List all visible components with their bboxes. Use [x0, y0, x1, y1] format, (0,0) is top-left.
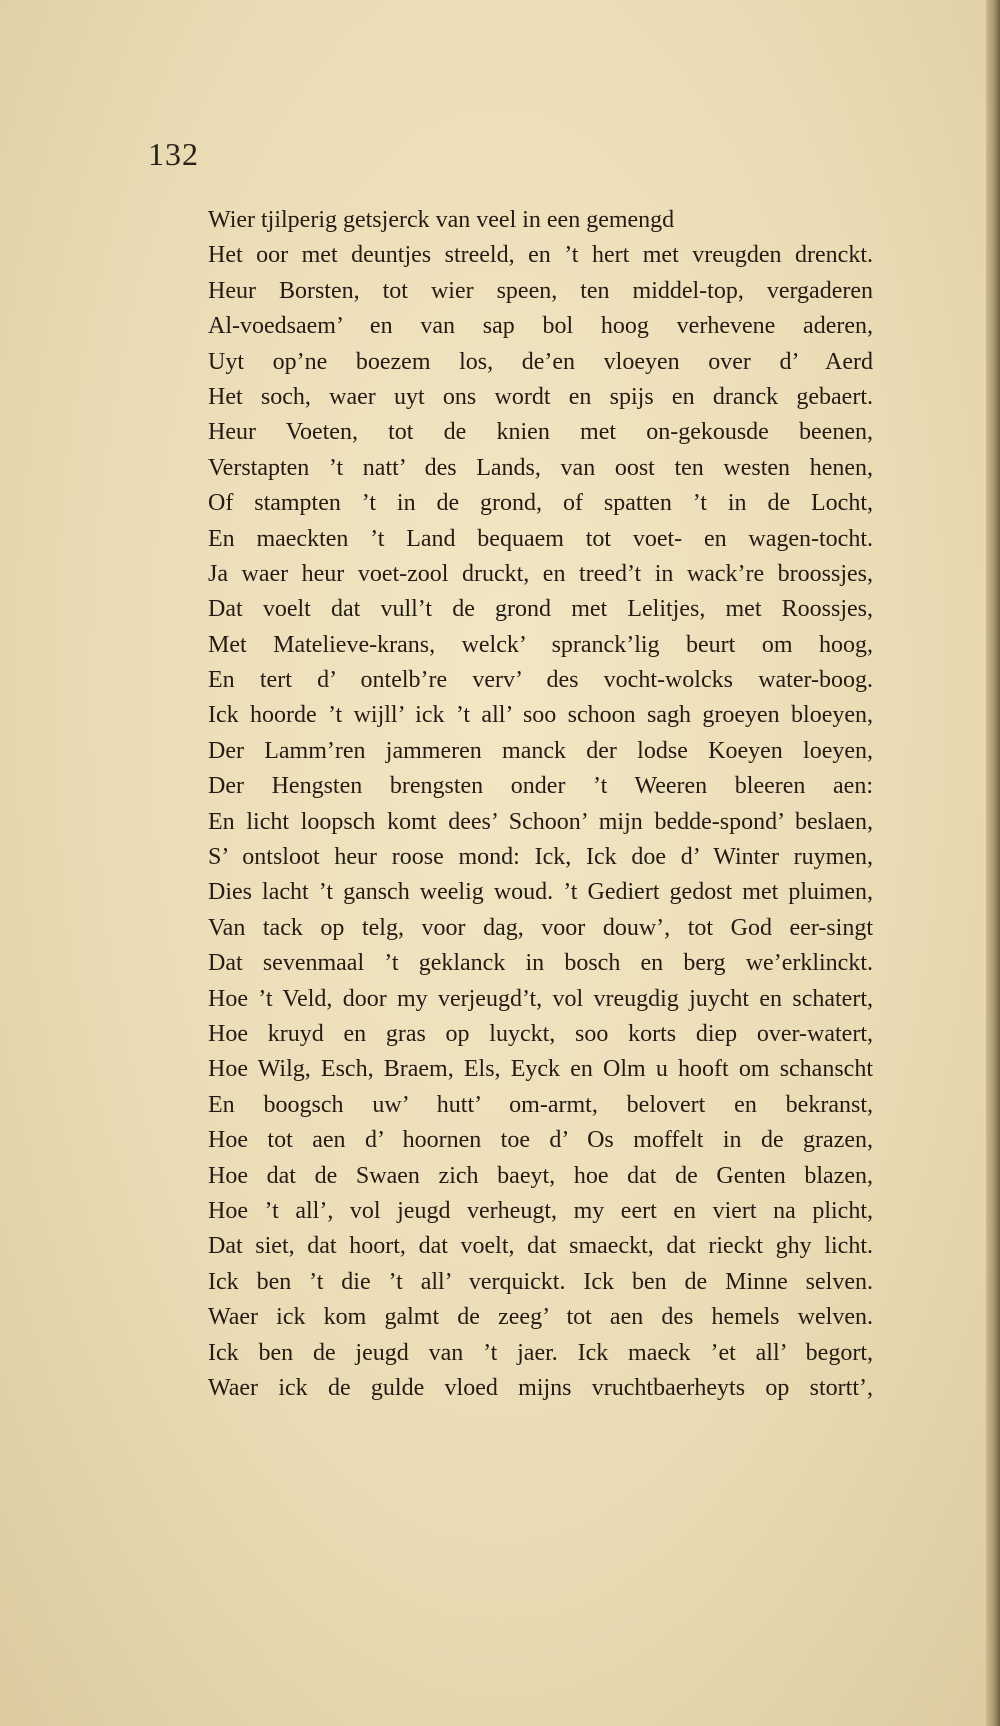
poem-line: Hoe tot aen d’ hoornen toe d’ Os moffelt in de grazen, — [208, 1127, 873, 1154]
poem-line: Dat siet, dat hoort, dat voelt, dat smaeckt, dat rieckt ghy licht. — [208, 1233, 873, 1260]
poem-line: Der Hengsten brengsten onder ’t Weeren bleeren aen: — [208, 773, 873, 800]
poem-line: Heur Borsten, tot wier speen, ten middel-top, vergaderen — [208, 277, 873, 304]
poem-line: Ick hoorde ’t wijll’ ick ’t all’ soo schoon sagh groeyen bloeyen, — [208, 702, 873, 729]
poem-line: Verstapten ’t natt’ des Lands, van oost ten westen henen, — [208, 454, 873, 481]
page-edge-shadow — [986, 0, 1000, 1726]
poem-line: Uyt op’ne boezem los, de’en vloeyen over d’ Aerd — [208, 348, 873, 375]
poem-line: Heur Voeten, tot de knien met on-gekousde beenen, — [208, 419, 873, 446]
poem-line: Of stampten ’t in de grond, of spatten ’t in de Locht, — [208, 490, 873, 517]
poem-line: S’ ontsloot heur roose mond: Ick, Ick doe d’ Winter ruymen, — [208, 844, 873, 871]
poem-line: Der Lamm’ren jammeren manck der lodse Koeyen loeyen, — [208, 737, 873, 764]
poem-line: Dat voelt dat vull’t de grond met Lelitjes, met Roossjes, — [208, 596, 873, 623]
poem-line: Van tack op telg, voor dag, voor douw’, tot God eer-singt — [208, 914, 873, 941]
poem-line: Al-voedsaem’ en van sap bol hoog verhevene aderen, — [208, 313, 873, 340]
page-number: 132 — [148, 136, 199, 172]
poem-line: En boogsch uw’ hutt’ om-armt, belovert en bekranst, — [208, 1091, 873, 1118]
poem-line: En licht loopsch komt dees’ Schoon’ mijn bedde-spond’ beslaen, — [208, 808, 873, 835]
poem-line: Hoe kruyd en gras op luyckt, soo korts diep over-watert, — [208, 1020, 873, 1047]
poem-line: Hoe Wilg, Esch, Braem, Els, Eyck en Olm u hooft om schanscht — [208, 1056, 873, 1083]
poem-line: Het oor met deuntjes streeld, en ’t hert met vreugden drenckt. — [208, 242, 873, 269]
poem-line: Wier tjilperig getsjerck van veel in een gemengd — [208, 207, 675, 233]
poem-line: Ja waer heur voet-zool druckt, en treed’t in wack’re broossjes, — [208, 560, 873, 587]
poem-line: Ick ben ’t die ’t all’ verquickt. Ick ben de Minne selven. — [208, 1268, 873, 1295]
poem-line: Met Matelieve-krans, welck’ spranck’lig beurt om hoog, — [208, 631, 873, 658]
poem-line: Het soch, waer uyt ons wordt en spijs en dranck gebaert. — [208, 383, 873, 410]
poem-line: Ick ben de jeugd van ’t jaer. Ick maeck ’et all’ begort, — [208, 1339, 873, 1366]
poem-line: En tert d’ ontelb’re verv’ des vocht-wolcks water-boog. — [208, 667, 873, 694]
poem-line: Dat sevenmaal ’t geklanck in bosch en berg we’erklinckt. — [208, 950, 873, 977]
poem-line: Waer ick kom galmt de zeeg’ tot aen des hemels welven. — [208, 1304, 873, 1331]
poem-line: Hoe ’t all’, vol jeugd verheugt, my eert en viert na plicht, — [208, 1197, 873, 1224]
poem-line: Dies lacht ’t gansch weelig woud. ’t Gediert gedost met pluimen, — [208, 879, 873, 906]
poem-line: Hoe ’t Veld, door my verjeugd’t, vol vreugdig juycht en schatert, — [208, 985, 873, 1012]
poem-line: En maeckten ’t Land bequaem tot voet- en wagen-tocht. — [208, 525, 873, 552]
poem-line: Hoe dat de Swaen zich baeyt, hoe dat de Genten blazen, — [208, 1162, 873, 1189]
poem-line: Waer ick de gulde vloed mijns vruchtbaerheyts op stortt’, — [208, 1374, 873, 1401]
poem-text — [208, 203, 873, 1406]
